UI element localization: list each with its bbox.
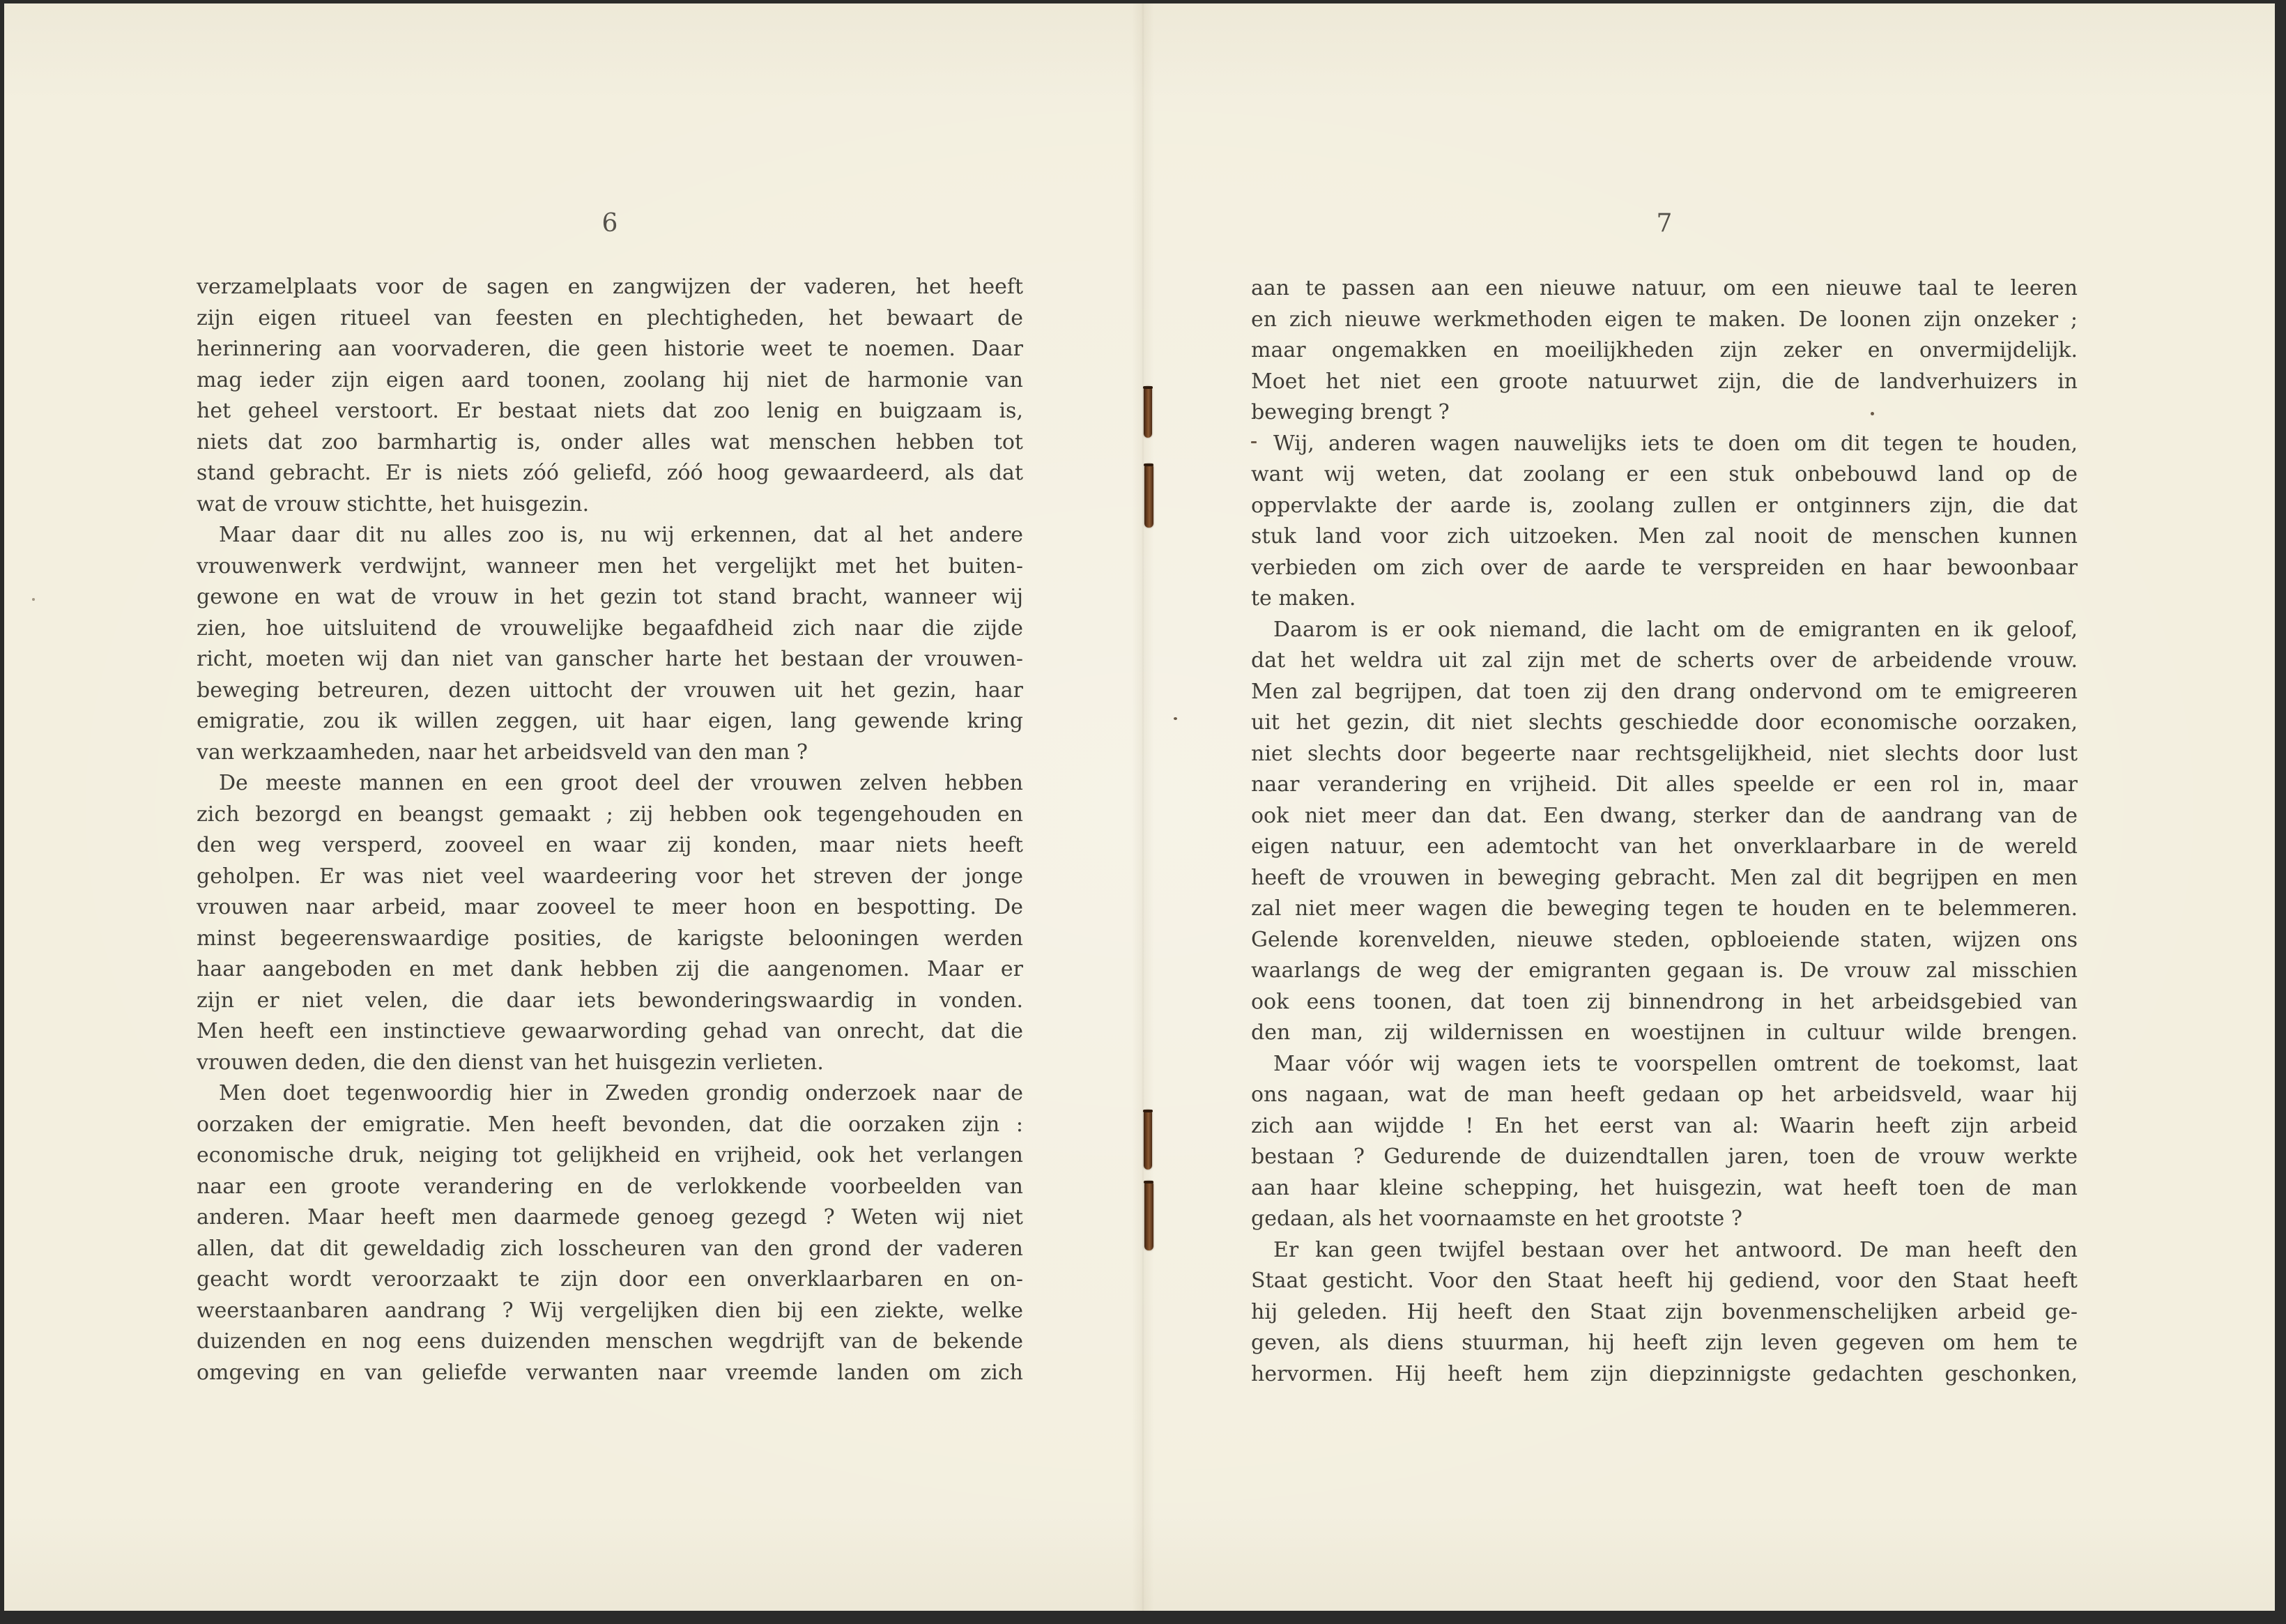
text-line: beweging betreuren, dezen uittocht der vrouwen uit het gezin, haar (197, 677, 1023, 703)
text-line: vrouwen naar arbeid, maar zooveel te meer hoon en bespotting. De (197, 895, 1023, 919)
text-line: Men doet tegenwoordig hier in Zweden grondig onderzoek naar de (219, 1081, 1023, 1105)
text-line: ook eens toonen, dat toen zij binnendrong in het arbeidsgebied van (1251, 989, 2078, 1014)
text-line: verbieden om zich over de aarde te verspreiden en haar bewoonbaar (1251, 555, 2078, 580)
text-line: eigen natuur, een ademtocht van het onverklaarbare in de wereld (1251, 834, 2078, 859)
text-line: Gelende korenvelden, nieuwe steden, opbloeiende staten, wijzen ons (1251, 927, 2078, 952)
text-line: niets dat zoo barmhartig is, onder alles wat menschen hebben tot (197, 429, 1023, 454)
text-line: gedaan, als het voornaamste en het grootste ? (1251, 1206, 1742, 1231)
text-line: maar ongemakken en moeilijkheden zijn zeker en onvermijdelijk. (1251, 338, 2078, 362)
text-line: vrouwenwerk verdwijnt, wanneer men het vergelijkt met het buiten- (197, 553, 1023, 579)
text-line: emigratie, zou ik willen zeggen, uit haar eigen, lang gewende kring (197, 709, 1023, 733)
text-line: te maken. (1251, 586, 1356, 611)
text-line: anderen. Maar heeft men daarmede genoeg gezegd ? Weten wij niet (197, 1205, 1023, 1230)
text-line: verzamelplaats voor de sagen en zangwijzen der vaderen, het heeft (197, 275, 1023, 299)
paper-speck (32, 598, 35, 601)
text-line: geacht wordt veroorzaakt te zijn door een onverklaarbaren en on- (197, 1267, 1023, 1292)
text-line: oppervlakte der aarde is, zoolang zullen er ontginners zijn, die dat (1251, 493, 2078, 518)
text-line: beweging brengt ? (1251, 400, 1450, 424)
paragraph (197, 1078, 1023, 1388)
text-line: mag ieder zijn eigen aard toonen, zoolang hij niet de harmonie van (197, 367, 1023, 392)
text-line: richt, moeten wij dan niet van ganscher harte het bestaan der vrouwen- (197, 647, 1023, 671)
right-page (1251, 273, 2078, 1390)
text-line: en zich nieuwe werkmethoden eigen te maken. De loonen zijn onzeker ; (1251, 307, 2078, 332)
text-line: Moet het niet een groote natuurwet zijn, die de landverhuizers in (1251, 369, 2078, 394)
text-line: Staat gesticht. Voor den Staat heeft hij gediend, voor den Staat heeft (1251, 1269, 2078, 1293)
paragraph (197, 768, 1023, 1078)
text-line: oorzaken der emigratie. Men heeft bevonden, dat die oorzaken zijn : (197, 1112, 1023, 1137)
text-line: naar verandering en vrijheid. Dit alles speelde er een rol in, maar (1251, 772, 2078, 797)
binding-stitch (1144, 386, 1152, 438)
book-spread (4, 3, 2275, 1611)
text-line: geholpen. Er was niet veel waardeering voor het streven der jonge (197, 864, 1023, 889)
text-line: aan te passen aan een nieuwe natuur, om een nieuwe taal te leeren (1251, 276, 2078, 300)
page-number: 7 (1656, 209, 1673, 238)
paragraph (197, 520, 1023, 768)
text-line: minst begeerenswaardige posities, de karigste belooningen werden (197, 926, 1023, 951)
binding-stitch (1144, 1110, 1152, 1170)
text-line: geven, als diens stuurman, hij heeft zijn leven gegeven om hem te (1251, 1331, 2078, 1355)
text-line: herinnering aan voorvaderen, die geen historie weet te noemen. Daar (197, 337, 1023, 361)
text-line: naar een groote verandering en de verlokkende voorbeelden van (197, 1174, 1023, 1199)
text-line: aan haar kleine schepping, het huisgezin, wat heeft toen de man (1251, 1175, 2078, 1200)
paragraph (1251, 615, 2078, 1049)
text-line: zijn eigen ritueel van feesten en plechtigheden, het bewaart de (197, 305, 1023, 330)
text-line: ons nagaan, wat de man heeft gedaan op het arbeidsveld, waar hij (1251, 1082, 2078, 1107)
text-line: Wij, anderen wagen nauwelijks iets te doen om dit tegen te houden, (1273, 431, 2078, 456)
text-line: zich bezorgd en beangst gemaakt ; zij hebben ook tegengehouden en (197, 802, 1023, 827)
text-line: wat de vrouw stichtte, het huisgezin. (197, 491, 590, 516)
paragraph (1251, 1049, 2078, 1235)
paragraph (1251, 429, 2078, 615)
text-line: zich aan wijdde ! En het eerst van al: Waarin heeft zijn arbeid (1251, 1113, 2078, 1138)
text-line: dat het weldra uit zal zijn met de scherts over de arbeidende vrouw. (1251, 648, 2078, 673)
text-line: weerstaanbaren aandrang ? Wij vergelijken dien bij een ziekte, welke (197, 1298, 1023, 1323)
paragraph (197, 272, 1023, 520)
paper-speck (1174, 717, 1177, 720)
text-line: waarlangs de weg der emigranten gegaan is. De vrouw zal misschien (1251, 958, 2078, 983)
binding-stitch (1144, 1181, 1153, 1250)
text-line: het geheel verstoort. Er bestaat niets dat zoo lenig en buigzaam is, (197, 399, 1023, 423)
paragraph (1251, 1235, 2078, 1391)
left-page (197, 272, 1023, 1388)
text-line: den weg versperd, zooveel en waar zij konden, maar niets heeft (197, 833, 1023, 857)
text-line: zal niet meer wagen die beweging tegen te houden en te belemmeren. (1251, 896, 2078, 921)
text-line: zijn er niet velen, die daar iets bewonderingswaardig in vonden. (197, 988, 1023, 1013)
text-line: van werkzaamheden, naar het arbeidsveld van den man ? (197, 740, 808, 765)
text-line: want wij weten, dat zoolang er een stuk onbebouwd land op de (1251, 462, 2078, 487)
text-line: uit het gezin, dit niet slechts geschiedde door economische oorzaken, (1251, 710, 2078, 735)
text-line: De meeste mannen en een groot deel der vrouwen zelven hebben (219, 771, 1023, 795)
text-line: stuk land voor zich uitzoeken. Men zal nooit de menschen kunnen (1251, 524, 2078, 549)
text-line: zien, hoe uitsluitend de vrouwelijke begaafdheid zich naar die zijde (197, 615, 1023, 641)
text-line: Maar vóór wij wagen iets te voorspellen omtrent de toekomst, laat (1273, 1051, 2078, 1076)
text-line: niet slechts door begeerte naar rechtsgelijkheid, niet slechts door lust (1251, 741, 2078, 766)
text-line: hervormen. Hij heeft hem zijn diepzinnigste gedachten geschonken, (1251, 1361, 2078, 1386)
text-line: gewone en wat de vrouw in het gezin tot stand bracht, wanneer wij (197, 585, 1023, 609)
text-line: Men heeft een instinctieve gewaarwording gehad van onrecht, dat die (197, 1019, 1023, 1043)
text-line: haar aangeboden en met dank hebben zij die aangenomen. Maar er (197, 957, 1023, 981)
text-line: Er kan geen twijfel bestaan over het antwoord. De man heeft den (1273, 1237, 2078, 1262)
text-line: hij geleden. Hij heeft den Staat zijn bovenmenschelijken arbeid ge- (1251, 1299, 2078, 1324)
text-line: Men zal begrijpen, dat toen zij den drang ondervond om te emigreeren (1251, 679, 2078, 704)
text-line: stand gebracht. Er is niets zóó geliefd, zóó hoog gewaardeerd, als dat (197, 461, 1023, 485)
binding-stitch (1144, 464, 1153, 528)
page-number: 6 (601, 209, 618, 238)
text-line: heeft de vrouwen in beweging gebracht. Men zal dit begrijpen en men (1251, 865, 2078, 890)
text-line: ook niet meer dan dat. Een dwang, sterker dan de aandrang van de (1251, 803, 2078, 828)
gutter-fold (1132, 3, 1154, 1611)
text-line: economische druk, neiging tot gelijkheid en vrijheid, ook het verlangen (197, 1143, 1023, 1167)
text-line: den man, zij wildernissen en woestijnen in cultuur wilde brengen. (1251, 1020, 2078, 1045)
text-line: Daarom is er ook niemand, die lacht om de emigranten en ik geloof, (1273, 617, 2078, 642)
text-line: Maar daar dit nu alles zoo is, nu wij erkennen, dat al het andere (219, 523, 1023, 547)
text-line: bestaan ? Gedurende de duizendtallen jaren, toen de vrouw werkte (1251, 1144, 2078, 1169)
text-line: omgeving en van geliefde verwanten naar vreemde landen om zich (197, 1360, 1023, 1385)
text-line: vrouwen deden, die den dienst van het huisgezin verlieten. (197, 1050, 824, 1075)
text-line: allen, dat dit geweldadig zich losscheuren van den grond der vaderen (197, 1236, 1023, 1261)
paragraph (1251, 273, 2078, 429)
text-line: duizenden en nog eens duizenden menschen wegdrijft van de bekende (197, 1329, 1023, 1354)
